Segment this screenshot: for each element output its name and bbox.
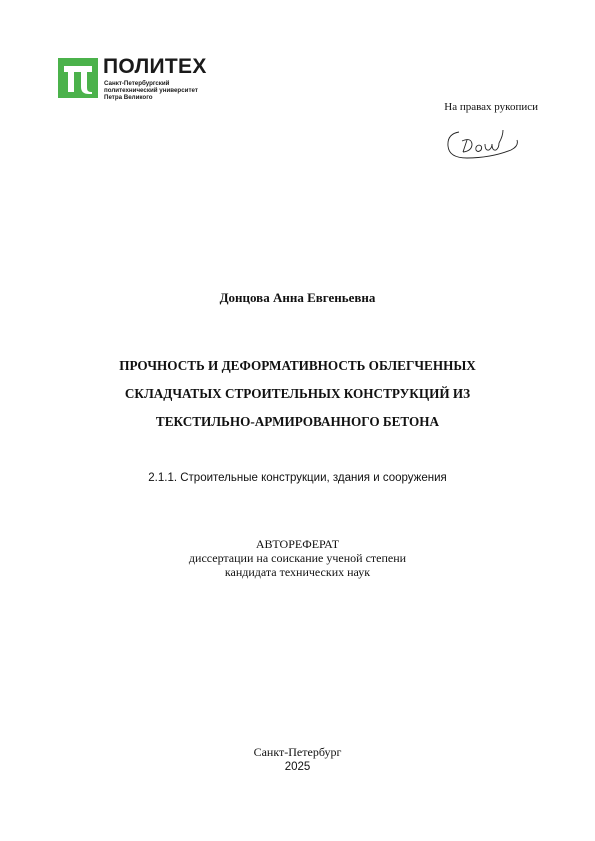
thesis-title-line-2: СКЛАДЧАТЫХ СТРОИТЕЛЬНЫХ КОНСТРУКЦИЙ ИЗ <box>124 386 471 401</box>
thesis-title-line-3: ТЕКСТИЛЬНО-АРМИРОВАННОГО БЕТОНА <box>155 414 440 429</box>
document-type-line-1: диссертации на соискание ученой степени <box>188 551 407 565</box>
thesis-title <box>0 352 595 436</box>
logo-line-1: Санкт-Петербургский <box>104 80 170 87</box>
university-logo <box>58 56 228 102</box>
polytech-pi-icon <box>58 58 98 98</box>
year: 2025 <box>284 761 311 773</box>
document-type <box>0 537 595 579</box>
logo-line-3: Петра Великого <box>104 94 153 101</box>
logo-wordmark: ПОЛИТЕХ <box>103 55 207 78</box>
logo-line-2: политехнический университет <box>104 87 198 94</box>
handwritten-signature <box>445 124 525 166</box>
city: Санкт-Петербург <box>253 745 342 759</box>
document-type-heading: АВТОРЕФЕРАТ <box>255 537 340 551</box>
author-name: Донцова Анна Евгеньевна <box>219 290 376 305</box>
specialty-code: 2.1.1. Строительные конструкции, здания и сооружения <box>148 472 447 484</box>
document-type-line-2: кандидата технических наук <box>224 565 371 579</box>
rights-note: На правах рукописи <box>444 101 538 113</box>
thesis-title-line-1: ПРОЧНОСТЬ И ДЕФОРМАТИВНОСТЬ ОБЛЕГЧЕННЫХ <box>119 358 476 373</box>
